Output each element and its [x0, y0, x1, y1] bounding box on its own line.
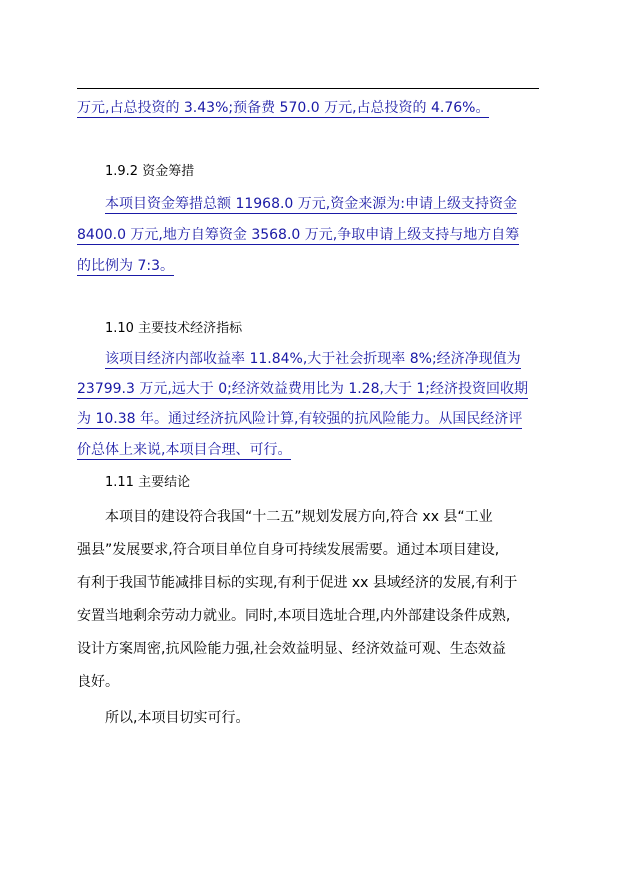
- indicators-line-4: 价总体上来说,本项目合理、可行。: [77, 442, 292, 458]
- conclusion-line-5: 设计方案周密,抗风险能力强,社会效益明显、经济效益可观、生态效益: [77, 641, 506, 657]
- funding-line-2: 8400.0 万元,地方自筹资金 3568.0 万元,争取申请上级支持与地方自筹: [77, 227, 520, 243]
- section-heading-1-9-2: 1.9.2 资金筹措: [105, 164, 195, 179]
- conclusion-line-3: 有利于我国节能减排目标的实现,有利于促进 xx 县域经济的发展,有利于: [77, 575, 518, 591]
- investment-share-line: 万元,占总投资的 3.43%;预备费 570.0 万元,占总投资的 4.76%。: [77, 100, 490, 116]
- indicators-line-2: 23799.3 万元,远大于 0;经济效益费用比为 1.28,大于 1;经济投资回收期: [77, 381, 529, 397]
- header-rule: [77, 88, 539, 89]
- conclusion-line-1: 本项目的建设符合我国“十二五”规划发展方向,符合 xx 县“工业: [105, 509, 493, 525]
- conclusion-line-6: 良好。: [77, 674, 119, 690]
- funding-line-3: 的比例为 7:3。: [77, 258, 174, 274]
- indicators-line-1: 该项目经济内部收益率 11.84%,大于社会折现率 8%;经济净现值为: [105, 351, 521, 367]
- conclusion-line-2: 强县”发展要求,符合项目单位自身可持续发展需要。通过本项目建设,: [77, 542, 500, 558]
- paragraph-investment-tail: [77, 99, 489, 117]
- indicators-line-3: 为 10.38 年。通过经济抗风险计算,有较强的抗风险能力。从国民经济评: [77, 411, 523, 427]
- final-conclusion: 所以,本项目切实可行。: [105, 710, 250, 726]
- section-heading-1-10: 1.10 主要技术经济指标: [105, 321, 243, 336]
- funding-line-1: 本项目资金筹措总额 11968.0 万元,资金来源为:申请上级支持资金: [105, 196, 517, 212]
- section-heading-1-11: 1.11 主要结论: [105, 475, 191, 490]
- conclusion-line-4: 安置当地剩余劳动力就业。同时,本项目选址合理,内外部建设条件成熟,: [77, 608, 511, 624]
